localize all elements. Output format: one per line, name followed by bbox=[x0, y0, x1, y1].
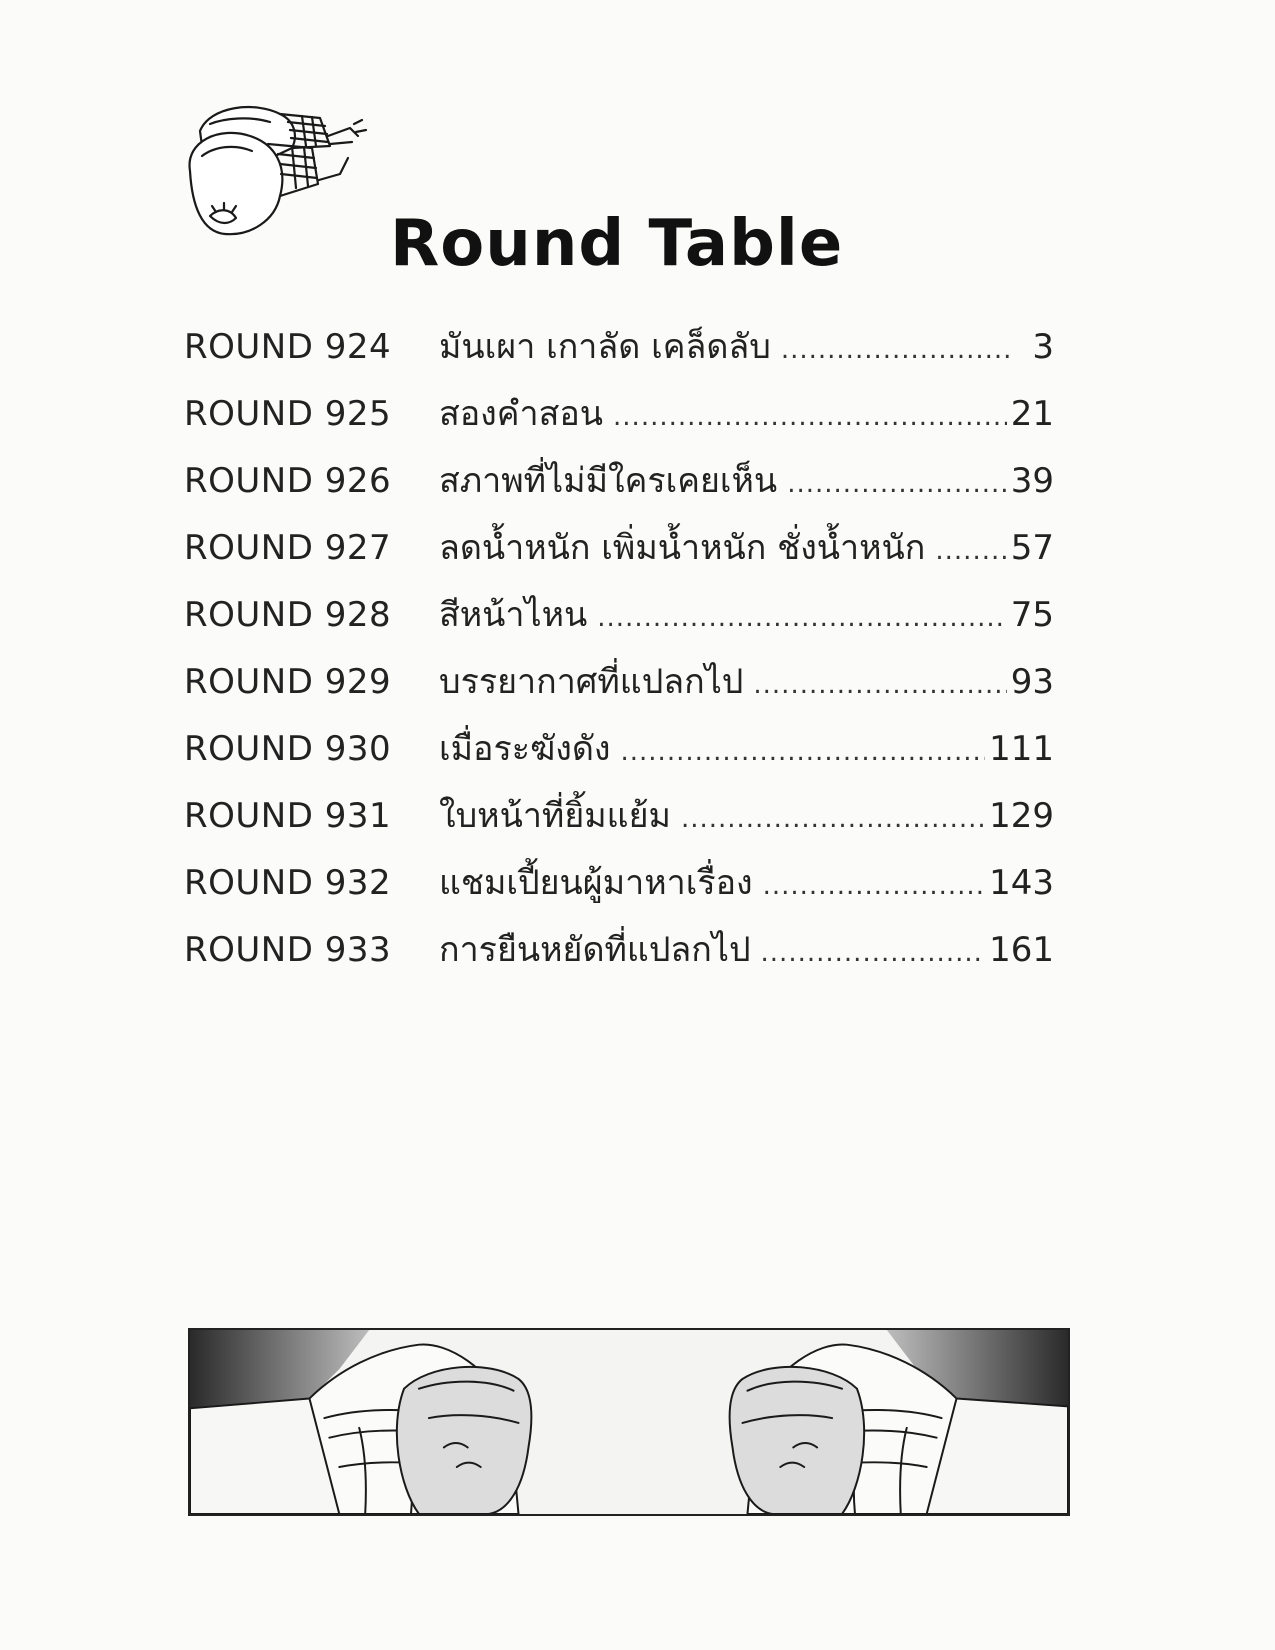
toc-row[interactable] bbox=[184, 461, 1054, 531]
round-label: ROUND 930 bbox=[184, 729, 392, 769]
round-label: ROUND 931 bbox=[184, 796, 392, 836]
chapter-title: สองคำสอน bbox=[439, 394, 604, 434]
dot-leader bbox=[763, 873, 985, 899]
round-label: ROUND 925 bbox=[184, 394, 392, 434]
toc-row[interactable] bbox=[184, 394, 1054, 464]
round-label: ROUND 928 bbox=[184, 595, 392, 635]
chapter-title: สีหน้าไหน bbox=[439, 595, 588, 635]
gloves-touching-illustration bbox=[188, 1328, 1070, 1516]
chapter-title: สภาพที่ไม่มีใครเคยเห็น bbox=[439, 461, 778, 501]
round-label: ROUND 932 bbox=[184, 863, 392, 903]
chapter-title: การยืนหยัดที่แปลกไป bbox=[439, 930, 751, 970]
round-label: ROUND 927 bbox=[184, 528, 392, 568]
page-number: 21 bbox=[1010, 394, 1054, 434]
chapter-title: แชมเปี้ยนผู้มาหาเรื่อง bbox=[439, 863, 753, 903]
page-title: Round Table bbox=[390, 207, 844, 281]
page-number: 39 bbox=[1010, 461, 1054, 501]
round-label: ROUND 924 bbox=[184, 327, 392, 367]
toc-row[interactable] bbox=[184, 930, 1054, 1000]
chapter-title: ลดน้ำหนัก เพิ่มน้ำหนัก ชั่งน้ำหนัก bbox=[439, 528, 926, 568]
dot-leader bbox=[781, 337, 1010, 363]
toc-row[interactable] bbox=[184, 327, 1054, 397]
table-of-contents bbox=[184, 327, 1054, 1000]
dot-leader bbox=[787, 471, 1007, 497]
dot-leader bbox=[597, 605, 1006, 631]
toc-row[interactable] bbox=[184, 729, 1054, 799]
page-number: 143 bbox=[989, 863, 1054, 903]
chapter-title: บรรยากาศที่แปลกไป bbox=[439, 662, 744, 702]
dot-leader bbox=[761, 940, 986, 966]
toc-row[interactable] bbox=[184, 796, 1054, 866]
toc-row[interactable] bbox=[184, 528, 1054, 598]
page-number: 129 bbox=[989, 796, 1054, 836]
dot-leader bbox=[621, 739, 986, 765]
toc-row[interactable] bbox=[184, 595, 1054, 665]
page-number: 3 bbox=[1032, 327, 1054, 367]
boxing-gloves-icon bbox=[180, 96, 400, 256]
page-number: 57 bbox=[1010, 528, 1054, 568]
round-label: ROUND 929 bbox=[184, 662, 392, 702]
dot-leader bbox=[753, 672, 1006, 698]
chapter-title: ใบหน้าที่ยิ้มแย้ม bbox=[439, 796, 671, 836]
page-number: 93 bbox=[1010, 662, 1054, 702]
dot-leader bbox=[613, 404, 1007, 430]
round-label: ROUND 933 bbox=[184, 930, 392, 970]
chapter-title: มันเผา เกาลัด เคล็ดลับ bbox=[439, 327, 771, 367]
toc-row[interactable] bbox=[184, 863, 1054, 933]
chapter-title: เมื่อระฆังดัง bbox=[439, 729, 611, 769]
round-label: ROUND 926 bbox=[184, 461, 392, 501]
toc-row[interactable] bbox=[184, 662, 1054, 732]
page-number: 75 bbox=[1010, 595, 1054, 635]
page-number: 161 bbox=[989, 930, 1054, 970]
dot-leader bbox=[681, 806, 985, 832]
dot-leader bbox=[935, 538, 1006, 564]
page-number: 111 bbox=[989, 729, 1054, 769]
